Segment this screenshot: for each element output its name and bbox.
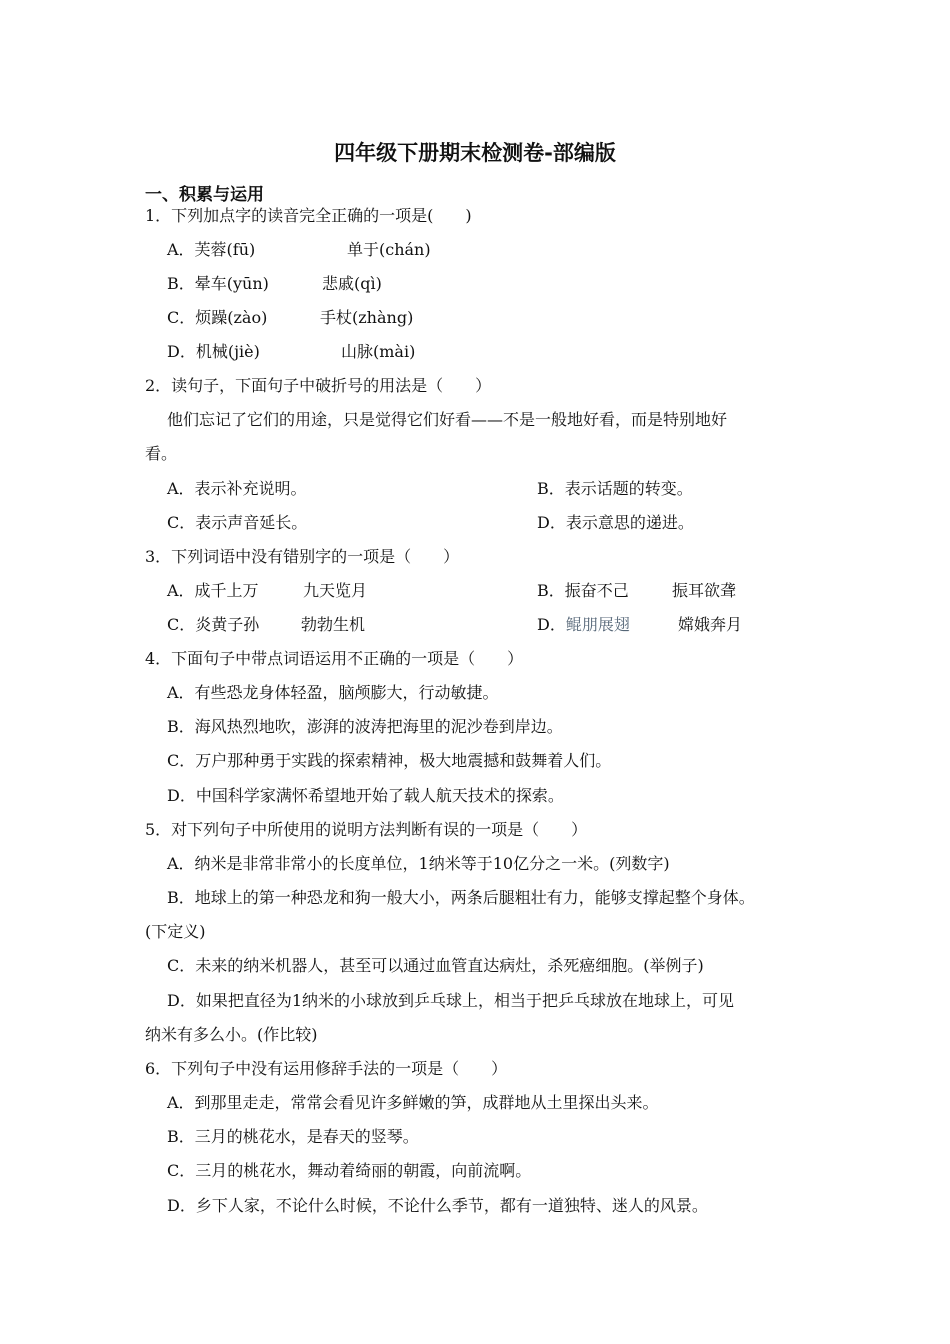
- question-3-option-d[interactable]: [537, 615, 743, 635]
- option-text: D．: [537, 615, 566, 634]
- question-2-stem: 2．读句子，下面句子中破折号的用法是（ ）: [145, 376, 492, 395]
- option-text: 振耳欲聋: [672, 581, 737, 600]
- question-4-option-b[interactable]: B．海风热烈地吹，澎湃的波涛把海里的泥沙卷到岸边。: [167, 717, 563, 736]
- question-3-stem: 3．下列词语中没有错别字的一项是（ ）: [145, 547, 460, 566]
- option-text: 勃勃生机: [301, 615, 366, 634]
- option-text: B．振奋不己: [537, 581, 629, 600]
- option-text: 手杖(zhàng): [320, 308, 414, 327]
- question-5-option-c[interactable]: C．未来的纳米机器人，甚至可以通过血管直达病灶，杀死癌细胞。(举例子): [167, 956, 704, 975]
- question-1-option-a[interactable]: [167, 240, 431, 260]
- question-2-option-d[interactable]: D．表示意思的递进。: [537, 513, 694, 532]
- option-text: C．炎黄子孙: [167, 615, 260, 634]
- question-3-option-a[interactable]: [167, 581, 368, 601]
- question-3-option-c[interactable]: [167, 615, 366, 635]
- question-6-option-b[interactable]: B．三月的桃花水，是春天的竖琴。: [167, 1127, 419, 1146]
- question-6-option-d[interactable]: D．乡下人家，不论什么时候，不论什么季节，都有一道独特、迷人的风景。: [167, 1196, 708, 1215]
- option-text: 单于(chán): [347, 240, 431, 259]
- option-text: C．烦躁(zào): [167, 308, 268, 327]
- option-text: 鲲朋展翅: [565, 615, 630, 634]
- question-5-stem: 5．对下列句子中所使用的说明方法判断有误的一项是（ ）: [145, 820, 588, 839]
- question-2-option-c[interactable]: C．表示声音延长。: [167, 513, 308, 532]
- question-1-option-d[interactable]: [167, 342, 416, 362]
- question-1-option-c[interactable]: [167, 308, 414, 328]
- option-text: A．芙蓉(fū): [167, 240, 256, 259]
- section-heading: 一、积累与运用: [145, 185, 264, 205]
- page-title: 四年级下册期末检测卷-部编版: [334, 141, 616, 165]
- question-6-option-c[interactable]: C．三月的桃花水，舞动着绮丽的朝霞，向前流啊。: [167, 1161, 532, 1180]
- question-5-option-b-cont: (下定义): [145, 922, 206, 941]
- question-5-option-a[interactable]: A．纳米是非常非常小的长度单位，1纳米等于10亿分之一米。(列数字): [167, 854, 670, 873]
- question-4-stem: 4．下面句子中带点词语运用不正确的一项是（ ）: [145, 649, 524, 668]
- question-1-option-b[interactable]: [167, 274, 382, 294]
- question-1-stem: 1．下列加点字的读音完全正确的一项是( ): [145, 206, 472, 225]
- option-text: 九天览月: [303, 581, 368, 600]
- question-3-option-b[interactable]: [537, 581, 737, 601]
- question-5-option-b[interactable]: B．地球上的第一种恐龙和狗一般大小，两条后腿粗壮有力，能够支撑起整个身体。: [167, 888, 755, 907]
- question-4-option-d[interactable]: D．中国科学家满怀希望地开始了载人航天技术的探索。: [167, 786, 564, 805]
- question-2-sentence-cont: 看。: [145, 444, 178, 463]
- option-text: 嫦娥奔月: [678, 615, 743, 634]
- question-2-sentence: 他们忘记了它们的用途，只是觉得它们好看——不是一般地好看，而是特别地好: [167, 410, 728, 429]
- question-4-option-c[interactable]: C．万户那种勇于实践的探索精神，极大地震撼和鼓舞着人们。: [167, 751, 612, 770]
- question-6-option-a[interactable]: A．到那里走走，常常会看见许多鲜嫩的笋，成群地从土里探出头来。: [167, 1093, 659, 1112]
- option-text: A．成千上万: [167, 581, 259, 600]
- question-5-option-d-cont: 纳米有多么小。(作比较): [145, 1025, 318, 1044]
- question-2-option-b[interactable]: B．表示话题的转变。: [537, 479, 693, 498]
- question-2-option-a[interactable]: A．表示补充说明。: [167, 479, 307, 498]
- option-text: D．机械(jiè): [167, 342, 260, 361]
- option-text: 悲戚(qì): [322, 274, 382, 293]
- option-text: 山脉(mài): [341, 342, 416, 361]
- question-4-option-a[interactable]: A．有些恐龙身体轻盈，脑颅膨大，行动敏捷。: [167, 683, 499, 702]
- option-text: B．晕车(yūn): [167, 274, 269, 293]
- question-6-stem: 6．下列句子中没有运用修辞手法的一项是（ ）: [145, 1059, 508, 1078]
- question-5-option-d[interactable]: D．如果把直径为1纳米的小球放到乒乓球上，相当于把乒乓球放在地球上，可见: [167, 991, 735, 1010]
